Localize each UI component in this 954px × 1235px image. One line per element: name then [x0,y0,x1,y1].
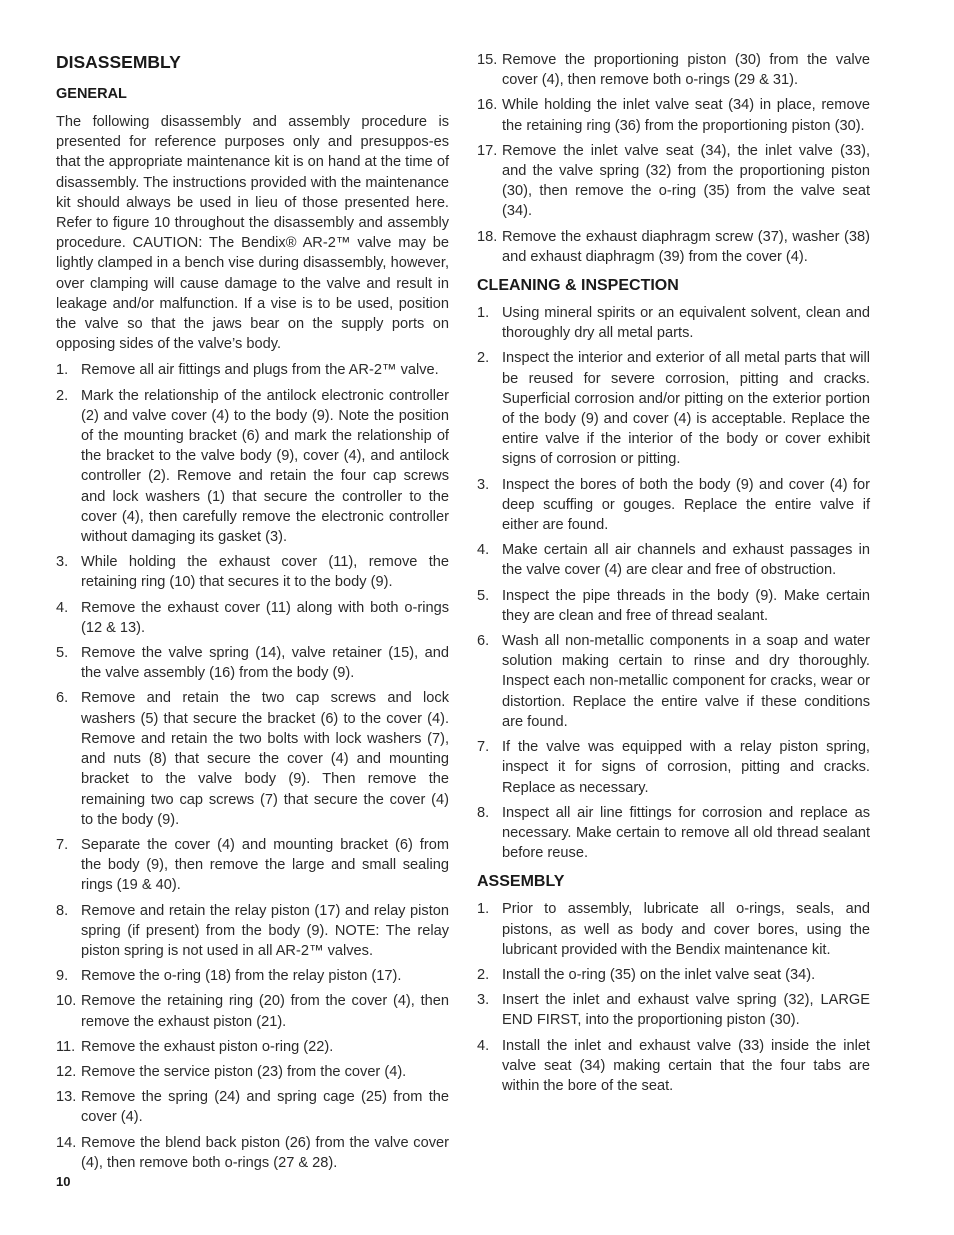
list-item [477,899,870,960]
list-item-text: Inspect all air line fittings for corrosion and replace as necessary. Make certain to remove all old thread sealant before reuse. [502,804,870,862]
list-item-text: Prior to assembly, lubricate all o-rings, seals, and pistons, as well as body and cover bores, using the lubricant provided with the Bendix maintenance kit. [502,901,870,958]
list-item [56,386,449,548]
list-item-text: Make certain all air channels and exhaust passages in the valve cover (4) are clear and free of obstruction. [502,542,870,579]
list-item [56,643,449,683]
list-item-number: 5. [477,587,490,604]
list-item-number: 2. [56,387,69,404]
list-item-text: Remove and retain the relay piston (17) and relay piston spring (if present) from the body (9). NOTE: The relay piston spring is not used in all AR-2™ valves. [81,902,449,959]
list-item-number: 1. [477,305,490,322]
list-item [477,227,870,267]
list-item [477,540,870,580]
list-item-text: Install the inlet and exhaust valve (33) inside the inlet valve seat (34) making certain that the four tabs are within the bore of the seat. [502,1037,870,1094]
list-item [56,966,449,986]
list-item-number: 3. [477,992,490,1009]
list-item-number: 4. [477,1037,490,1054]
list-item-text: Remove the inlet valve seat (34), the inlet valve (33), and the valve spring (32) from the proportioning piston (30), then remove the o-ring (35) from the valve seat (34). [502,142,870,220]
list-item-number: 10. [56,993,77,1010]
cleaning-steps-list [477,303,870,863]
list-item-number: 6. [56,690,69,707]
list-item-text: Remove the exhaust diaphragm screw (37), washer (38) and exhaust diaphragm (39) from the cover (4). [502,228,870,265]
list-item-number: 15. [477,52,498,68]
page-number: 10 [56,1174,71,1189]
list-item-number: 2. [477,350,490,367]
list-item [477,141,870,222]
list-item [56,991,449,1031]
subheading-general: GENERAL [56,86,127,102]
section-heading-cleaning-inspection: CLEANING & INSPECTION [477,277,679,295]
list-item-number: 7. [56,836,69,853]
list-item-text: Remove the valve spring (14), valve retainer (15), and the valve assembly (16) from the body (9). [81,645,449,682]
list-item-number: 18. [477,228,498,245]
list-item-number: 3. [56,554,69,571]
list-item [56,598,449,638]
list-item-number: 14. [56,1134,77,1151]
list-item-text: Remove the exhaust piston o-ring (22). [81,1038,334,1055]
list-item [477,95,870,135]
list-item [56,688,449,829]
list-item-text: Mark the relationship of the antilock electronic controller (2) and valve cover (4) to the body (9). Note the position of the mounting bracket (6) and mark the relationship of the bracket to the valve body (9), cover (4), and antilock controller (2). Remove and retain the four cap screws and lock washers (1) that secure the controller to the cover (4), then carefully remove the electronic controller without damaging its gasket (3). [81,387,449,546]
list-item [477,631,870,732]
list-item-text: Install the o-ring (35) on the inlet valve seat (34). [502,966,816,983]
list-item-text: Remove the service piston (23) from the cover (4). [81,1063,407,1080]
list-item [56,901,449,962]
section-heading-assembly: ASSEMBLY [477,873,565,891]
list-item-number: 2. [477,966,490,983]
list-item [56,1062,449,1082]
list-item-text: Remove the retaining ring (20) from the cover (4), then remove the exhaust piston (21). [81,993,449,1030]
left-column [56,50,449,1178]
list-item [477,990,870,1030]
list-item-number: 8. [477,804,490,821]
list-item-number: 1. [56,362,69,379]
list-item [56,360,449,380]
intro-paragraph: The following disassembly and assembly procedure is presented for reference purposes only and presuppos-es that the appropriate maintenance kit is on hand at the time of disassembly. The instructions provided with the maintenance kit should always be used in lieu of those presented here. Refer to figure 10 throughout the disassembly and assembly procedure. CAUTION: The Bendix® AR-2™ valve may be lightly clamped in a bench vise during disassembly, however, over clamping will cause damage to the valve and result in leakage and/or malfunction. If a vise is to be used, position the valve so that the jaws bear on the supply ports on opposing sides of the valve’s body. [56,114,449,353]
assembly-steps-list [477,899,870,1096]
list-item [477,965,870,985]
list-item-text: Remove the exhaust cover (11) along with both o-rings (12 & 13). [81,599,449,636]
list-item [56,1037,449,1057]
list-item [477,1036,870,1097]
list-item-text: Remove the blend back piston (26) from the valve cover (4), then remove both o-rings (27 & 28). [81,1134,449,1171]
list-item [56,1087,449,1127]
list-item-text: While holding the inlet valve seat (34) in place, remove the retaining ring (36) from the proportioning piston (30). [502,97,870,134]
list-item [477,737,870,798]
list-item [477,303,870,343]
list-item [56,552,449,592]
list-item-number: 17. [477,142,498,159]
list-item-text: Using mineral spirits or an equivalent solvent, clean and thoroughly dry all metal parts. [502,305,870,342]
list-item-number: 11. [56,1038,76,1055]
list-item-number: 3. [477,476,490,493]
list-item-text: Remove the spring (24) and spring cage (25) from the cover (4). [81,1089,449,1126]
section-heading-disassembly: DISASSEMBLY [56,52,181,72]
list-item-text: If the valve was equipped with a relay piston spring, inspect it for signs of corrosion, pitting and cracks. Replace as necessary. [502,739,870,796]
list-item-number: 1. [477,901,490,918]
list-item [477,348,870,469]
list-item-number: 5. [56,645,69,662]
list-item-text: Separate the cover (4) and mounting bracket (6) from the body (9), then remove the large and small sealing rings (19 & 40). [81,836,449,894]
list-item-number: 16. [477,97,498,114]
list-item-number: 7. [477,739,490,756]
list-item-number: 4. [477,542,490,559]
list-item-number: 9. [56,968,69,985]
list-item-text: Wash all non-metallic components in a soap and water solution making certain to rinse and dry thoroughly. Inspect each non-metallic component for cracks, wear or distortion. Replace the entire valve if these conditions are found. [502,633,870,730]
list-item [56,1133,449,1173]
disassembly-steps-list [56,360,449,1173]
list-item-text: Remove the o-ring (18) from the relay piston (17). [81,968,402,985]
list-item [477,803,870,864]
list-item [477,50,870,90]
list-item-number: 12. [56,1063,77,1080]
list-item-text: Inspect the interior and exterior of all metal parts that will be reused for severe corrosion, pitting and cracks. Superficial corrosion and/or pitting on the exterior portion of the body (9) and cover (4) is acceptable. Replace the entire valve if the interior of the body or cover exhibit signs of corrosion or pitting. [502,350,870,468]
disassembly-steps-list-continued [477,50,870,267]
list-item [56,835,449,896]
list-item-text: Remove and retain the two cap screws and lock washers (5) that secure the bracket (6) to the cover (4). Remove and retain the two bolts with lock washers (7), and nuts (8) that secure the cover (4) and mounting bracket to the valve body (9). Then remove the remaining two cap screws (7) that secure the cover (4) to the body (9). [81,690,449,828]
list-item [477,475,870,536]
list-item-number: 13. [56,1089,77,1106]
list-item-text: Insert the inlet and exhaust valve spring (32), LARGE END FIRST, into the proportioning piston (30). [502,992,870,1029]
list-item-text: Remove all air fittings and plugs from the AR-2™ valve. [81,362,439,379]
list-item-number: 8. [56,902,69,919]
right-column [477,50,870,1101]
list-item-text: Inspect the pipe threads in the body (9). Make certain they are clean and free of thread sealant. [502,587,870,624]
list-item-text: Inspect the bores of both the body (9) and cover (4) for deep scuffing or gouges. Replace the entire valve if either are found. [502,476,870,534]
list-item-text: Remove the proportioning piston (30) from the valve cover (4), then remove both o-rings (29 & 31). [502,52,870,89]
list-item-number: 6. [477,633,490,650]
list-item [477,586,870,626]
list-item-text: While holding the exhaust cover (11), remove the retaining ring (10) that secures it to the body (9). [81,554,449,591]
list-item-number: 4. [56,599,69,616]
